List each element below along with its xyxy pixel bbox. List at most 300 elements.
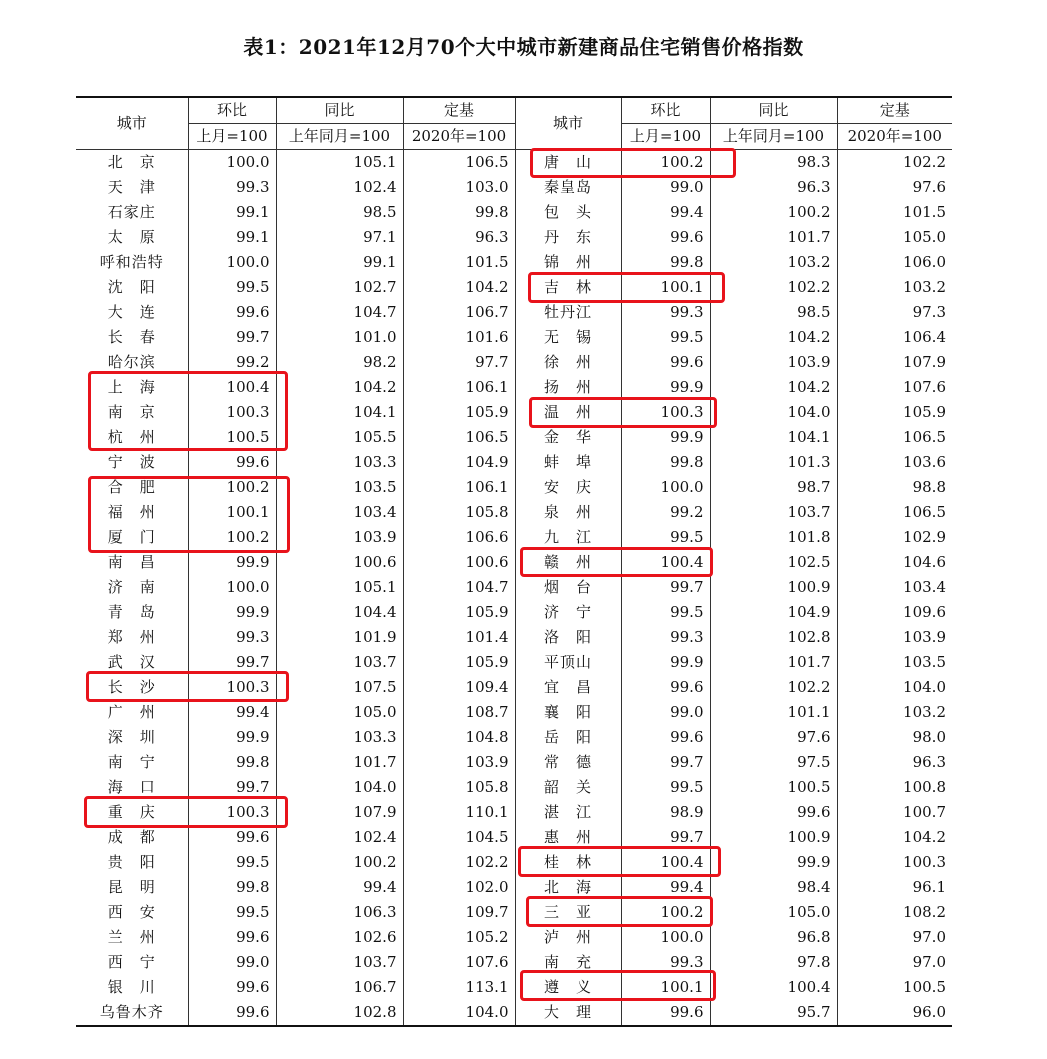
left-mom-cell: 99.6 (188, 1000, 276, 1026)
table-row (76, 450, 952, 475)
left-yoy-cell: 101.9 (276, 625, 403, 650)
left-base-cell: 104.0 (403, 1000, 515, 1026)
left-mom-cell: 99.9 (188, 725, 276, 750)
left-mom-cell: 100.1 (188, 500, 276, 525)
table-row (76, 650, 952, 675)
right-city-cell: 济 宁 (515, 600, 621, 625)
right-city-cell: 秦皇岛 (515, 175, 621, 200)
left-city-cell: 哈尔滨 (107, 353, 156, 371)
left-city-cell: 合 肥 (107, 478, 156, 496)
right-yoy-cell: 97.8 (710, 950, 837, 975)
right-base-cell: 100.5 (837, 975, 952, 1000)
right-base-cell: 96.1 (837, 875, 952, 900)
right-base-cell: 103.5 (837, 650, 952, 675)
right-yoy-cell: 103.9 (710, 350, 837, 375)
table-row (76, 175, 952, 200)
left-city-cell: 沈 阳 (107, 278, 156, 296)
left-city-cell: 大 连 (107, 303, 156, 321)
right-yoy-cell: 101.1 (710, 700, 837, 725)
left-mom-cell: 99.5 (188, 900, 276, 925)
left-base-cell: 108.7 (403, 700, 515, 725)
left-mom-cell: 100.4 (188, 375, 276, 400)
left-mom-cell: 99.9 (188, 600, 276, 625)
right-yoy-cell: 102.2 (710, 675, 837, 700)
right-city-cell: 韶 关 (515, 775, 621, 800)
left-mom-cell: 99.7 (188, 325, 276, 350)
right-yoy-cell: 102.5 (710, 550, 837, 575)
table-row (76, 675, 952, 700)
right-base-cell: 97.6 (837, 175, 952, 200)
right-city-cell: 泉 州 (515, 500, 621, 525)
right-mom-cell: 100.1 (621, 275, 710, 300)
left-city-cell: 兰 州 (107, 928, 156, 946)
right-base-cell: 103.2 (837, 275, 952, 300)
table-row (76, 200, 952, 225)
left-yoy-cell: 102.7 (276, 275, 403, 300)
left-city-cell: 长 沙 (107, 678, 156, 696)
right-yoy-cell: 100.4 (710, 975, 837, 1000)
right-base-cell: 102.9 (837, 525, 952, 550)
left-base-cell: 99.8 (403, 200, 515, 225)
right-mom-cell: 99.3 (621, 625, 710, 650)
left-city-cell: 南 宁 (107, 753, 156, 771)
left-city-cell: 昆 明 (107, 878, 156, 896)
right-city-cell: 无 锡 (515, 325, 621, 350)
right-mom-cell: 99.8 (621, 250, 710, 275)
right-city-cell: 湛 江 (515, 800, 621, 825)
right-mom-cell: 99.4 (621, 200, 710, 225)
header-city-right: 城市 (515, 97, 621, 150)
right-base-cell: 106.5 (837, 425, 952, 450)
left-yoy-cell: 107.5 (276, 675, 403, 700)
right-mom-cell: 100.0 (621, 475, 710, 500)
right-mom-cell: 100.1 (621, 975, 710, 1000)
left-mom-cell: 99.6 (188, 825, 276, 850)
left-mom-cell: 99.6 (188, 975, 276, 1000)
left-base-cell: 104.5 (403, 825, 515, 850)
left-base-cell: 113.1 (403, 975, 515, 1000)
right-yoy-cell: 98.5 (710, 300, 837, 325)
right-city-cell: 大 理 (515, 1000, 621, 1026)
left-yoy-cell: 100.6 (276, 550, 403, 575)
table-row (76, 275, 952, 300)
right-city-cell: 丹 东 (515, 225, 621, 250)
right-city-cell: 吉 林 (515, 275, 621, 300)
right-yoy-cell: 96.3 (710, 175, 837, 200)
left-yoy-cell: 100.2 (276, 850, 403, 875)
header-mom-right: 环比 (621, 97, 710, 124)
right-mom-cell: 99.7 (621, 750, 710, 775)
price-index-table (76, 96, 952, 1027)
right-mom-cell: 99.0 (621, 175, 710, 200)
table-row (76, 900, 952, 925)
right-city-cell: 常 德 (515, 750, 621, 775)
right-yoy-cell: 104.2 (710, 325, 837, 350)
right-base-cell: 98.8 (837, 475, 952, 500)
table-row (76, 550, 952, 575)
right-mom-cell: 99.2 (621, 500, 710, 525)
left-base-cell: 106.5 (403, 425, 515, 450)
right-city-cell: 唐 山 (515, 150, 621, 176)
left-yoy-cell: 106.3 (276, 900, 403, 925)
left-city-cell: 郑 州 (107, 628, 156, 646)
right-mom-cell: 99.4 (621, 875, 710, 900)
left-yoy-cell: 99.4 (276, 875, 403, 900)
header-base-left: 定基 (403, 97, 515, 124)
right-yoy-cell: 98.3 (710, 150, 837, 176)
left-city-cell: 广 州 (107, 703, 156, 721)
right-yoy-cell: 104.2 (710, 375, 837, 400)
left-base-cell: 110.1 (403, 800, 515, 825)
left-yoy-cell: 105.0 (276, 700, 403, 725)
left-yoy-cell: 103.9 (276, 525, 403, 550)
left-yoy-cell: 98.2 (276, 350, 403, 375)
right-yoy-cell: 103.2 (710, 250, 837, 275)
right-city-cell: 南 充 (515, 950, 621, 975)
header-base-sub-left: 2020年=100 (403, 124, 515, 150)
left-yoy-cell: 103.4 (276, 500, 403, 525)
left-yoy-cell: 105.1 (276, 575, 403, 600)
left-base-cell: 101.5 (403, 250, 515, 275)
left-mom-cell: 99.6 (188, 450, 276, 475)
left-yoy-cell: 102.6 (276, 925, 403, 950)
right-yoy-cell: 101.7 (710, 650, 837, 675)
right-city-cell: 遵 义 (515, 975, 621, 1000)
left-city-cell: 厦 门 (107, 528, 156, 546)
right-mom-cell: 99.5 (621, 775, 710, 800)
right-base-cell: 98.0 (837, 725, 952, 750)
right-base-cell: 97.0 (837, 925, 952, 950)
right-mom-cell: 99.8 (621, 450, 710, 475)
table-row (76, 825, 952, 850)
right-base-cell: 105.9 (837, 400, 952, 425)
left-city-cell: 深 圳 (107, 728, 156, 746)
left-base-cell: 105.8 (403, 775, 515, 800)
right-yoy-cell: 105.0 (710, 900, 837, 925)
right-base-cell: 104.6 (837, 550, 952, 575)
header-yoy-right: 同比 (710, 97, 837, 124)
left-base-cell: 102.2 (403, 850, 515, 875)
left-yoy-cell: 99.1 (276, 250, 403, 275)
right-base-cell: 96.3 (837, 750, 952, 775)
table-row (76, 300, 952, 325)
right-yoy-cell: 97.5 (710, 750, 837, 775)
table-row (76, 800, 952, 825)
header-yoy-left: 同比 (276, 97, 403, 124)
table-row (76, 475, 952, 500)
table-title: 表1：2021年12月70个大中城市新建商品住宅销售价格指数 (243, 35, 804, 59)
right-city-cell: 锦 州 (515, 250, 621, 275)
left-base-cell: 105.2 (403, 925, 515, 950)
left-mom-cell: 100.2 (188, 475, 276, 500)
right-city-cell: 洛 阳 (515, 625, 621, 650)
right-mom-cell: 100.4 (621, 850, 710, 875)
left-base-cell: 106.1 (403, 475, 515, 500)
right-city-cell: 扬 州 (515, 375, 621, 400)
right-yoy-cell: 100.2 (710, 200, 837, 225)
left-mom-cell: 99.6 (188, 300, 276, 325)
left-base-cell: 106.5 (403, 150, 515, 176)
right-city-cell: 九 江 (515, 525, 621, 550)
right-mom-cell: 99.6 (621, 350, 710, 375)
left-mom-cell: 99.7 (188, 650, 276, 675)
right-base-cell: 104.0 (837, 675, 952, 700)
left-mom-cell: 99.8 (188, 750, 276, 775)
right-base-cell: 108.2 (837, 900, 952, 925)
right-city-cell: 惠 州 (515, 825, 621, 850)
right-yoy-cell: 97.6 (710, 725, 837, 750)
right-base-cell: 107.6 (837, 375, 952, 400)
right-base-cell: 104.2 (837, 825, 952, 850)
left-city-cell: 宁 波 (107, 453, 156, 471)
left-city-cell: 贵 阳 (107, 853, 156, 871)
left-city-cell: 福 州 (107, 503, 156, 521)
right-base-cell: 102.2 (837, 150, 952, 176)
table-row (76, 350, 952, 375)
right-mom-cell: 99.7 (621, 825, 710, 850)
right-base-cell: 100.8 (837, 775, 952, 800)
right-base-cell: 105.0 (837, 225, 952, 250)
right-yoy-cell: 101.7 (710, 225, 837, 250)
left-mom-cell: 100.0 (188, 575, 276, 600)
left-city-cell: 呼和浩特 (99, 253, 164, 271)
right-mom-cell: 99.3 (621, 950, 710, 975)
left-mom-cell: 99.3 (188, 175, 276, 200)
right-base-cell: 106.4 (837, 325, 952, 350)
right-city-cell: 襄 阳 (515, 700, 621, 725)
right-yoy-cell: 104.0 (710, 400, 837, 425)
left-base-cell: 104.7 (403, 575, 515, 600)
right-mom-cell: 99.9 (621, 375, 710, 400)
left-yoy-cell: 103.5 (276, 475, 403, 500)
left-base-cell: 105.8 (403, 500, 515, 525)
right-mom-cell: 99.5 (621, 325, 710, 350)
right-city-cell: 三 亚 (515, 900, 621, 925)
right-city-cell: 金 华 (515, 425, 621, 450)
right-yoy-cell: 104.1 (710, 425, 837, 450)
left-yoy-cell: 101.7 (276, 750, 403, 775)
table-row (76, 375, 952, 400)
right-yoy-cell: 101.3 (710, 450, 837, 475)
left-city-cell: 重 庆 (107, 803, 156, 821)
right-base-cell: 106.5 (837, 500, 952, 525)
table-row (76, 400, 952, 425)
right-base-cell: 97.0 (837, 950, 952, 975)
table-row (76, 950, 952, 975)
left-city-cell: 银 川 (107, 978, 156, 996)
right-base-cell: 100.7 (837, 800, 952, 825)
left-base-cell: 104.2 (403, 275, 515, 300)
right-yoy-cell: 100.9 (710, 825, 837, 850)
left-city-cell: 石家庄 (107, 203, 156, 221)
left-yoy-cell: 104.2 (276, 375, 403, 400)
right-yoy-cell: 100.9 (710, 575, 837, 600)
right-base-cell: 103.6 (837, 450, 952, 475)
right-base-cell: 107.9 (837, 350, 952, 375)
left-city-cell: 海 口 (107, 778, 156, 796)
table-row (76, 925, 952, 950)
header-city-left: 城市 (76, 97, 188, 150)
left-yoy-cell: 103.3 (276, 450, 403, 475)
right-yoy-cell: 99.9 (710, 850, 837, 875)
left-yoy-cell: 103.3 (276, 725, 403, 750)
right-base-cell: 103.9 (837, 625, 952, 650)
right-base-cell: 106.0 (837, 250, 952, 275)
right-city-cell: 安 庆 (515, 475, 621, 500)
right-city-cell: 桂 林 (515, 850, 621, 875)
left-base-cell: 101.6 (403, 325, 515, 350)
table-row (76, 1000, 952, 1026)
left-base-cell: 102.0 (403, 875, 515, 900)
left-mom-cell: 99.9 (188, 550, 276, 575)
right-mom-cell: 100.4 (621, 550, 710, 575)
right-yoy-cell: 101.8 (710, 525, 837, 550)
left-base-cell: 105.9 (403, 600, 515, 625)
right-mom-cell: 99.0 (621, 700, 710, 725)
table-row (76, 700, 952, 725)
left-yoy-cell: 101.0 (276, 325, 403, 350)
table-row (76, 600, 952, 625)
left-mom-cell: 100.2 (188, 525, 276, 550)
header-mom-sub-left: 上月=100 (188, 124, 276, 150)
left-mom-cell: 100.3 (188, 400, 276, 425)
left-base-cell: 105.9 (403, 400, 515, 425)
table-body (76, 150, 952, 1027)
left-base-cell: 103.9 (403, 750, 515, 775)
right-mom-cell: 99.6 (621, 1000, 710, 1026)
right-base-cell: 101.5 (837, 200, 952, 225)
right-yoy-cell: 102.2 (710, 275, 837, 300)
left-mom-cell: 99.8 (188, 875, 276, 900)
left-yoy-cell: 98.5 (276, 200, 403, 225)
left-mom-cell: 100.0 (188, 250, 276, 275)
right-mom-cell: 100.2 (621, 150, 710, 176)
right-mom-cell: 99.7 (621, 575, 710, 600)
left-base-cell: 106.1 (403, 375, 515, 400)
left-yoy-cell: 107.9 (276, 800, 403, 825)
left-base-cell: 106.7 (403, 300, 515, 325)
right-yoy-cell: 103.7 (710, 500, 837, 525)
left-base-cell: 104.8 (403, 725, 515, 750)
left-yoy-cell: 106.7 (276, 975, 403, 1000)
header-base-sub-right: 2020年=100 (837, 124, 952, 150)
left-city-cell: 青 岛 (107, 603, 156, 621)
left-mom-cell: 100.3 (188, 800, 276, 825)
right-yoy-cell: 104.9 (710, 600, 837, 625)
left-mom-cell: 100.5 (188, 425, 276, 450)
left-mom-cell: 99.3 (188, 625, 276, 650)
header-mom-left: 环比 (188, 97, 276, 124)
right-mom-cell: 100.2 (621, 900, 710, 925)
right-mom-cell: 99.6 (621, 675, 710, 700)
left-mom-cell: 99.6 (188, 925, 276, 950)
right-city-cell: 温 州 (515, 400, 621, 425)
right-city-cell: 平顶山 (515, 650, 621, 675)
left-city-cell: 南 昌 (107, 553, 156, 571)
left-yoy-cell: 105.1 (276, 150, 403, 176)
table-row (76, 500, 952, 525)
left-yoy-cell: 104.1 (276, 400, 403, 425)
left-mom-cell: 100.3 (188, 675, 276, 700)
right-city-cell: 包 头 (515, 200, 621, 225)
right-mom-cell: 99.6 (621, 725, 710, 750)
table-row (76, 425, 952, 450)
left-base-cell: 107.6 (403, 950, 515, 975)
right-city-cell: 北 海 (515, 875, 621, 900)
right-yoy-cell: 95.7 (710, 1000, 837, 1026)
left-yoy-cell: 102.4 (276, 825, 403, 850)
table-row (76, 250, 952, 275)
left-mom-cell: 99.1 (188, 225, 276, 250)
right-base-cell: 103.2 (837, 700, 952, 725)
left-base-cell: 104.9 (403, 450, 515, 475)
right-city-cell: 蚌 埠 (515, 450, 621, 475)
left-city-cell: 乌鲁木齐 (76, 1000, 188, 1026)
left-base-cell: 97.7 (403, 350, 515, 375)
table-row (76, 525, 952, 550)
right-city-cell: 岳 阳 (515, 725, 621, 750)
left-yoy-cell: 97.1 (276, 225, 403, 250)
table-row (76, 975, 952, 1000)
header-yoy-sub-right: 上年同月=100 (710, 124, 837, 150)
left-base-cell: 109.7 (403, 900, 515, 925)
left-city-cell: 西 宁 (107, 953, 156, 971)
right-base-cell: 103.4 (837, 575, 952, 600)
left-mom-cell: 99.5 (188, 275, 276, 300)
right-base-cell: 109.6 (837, 600, 952, 625)
table-row (76, 750, 952, 775)
right-yoy-cell: 99.6 (710, 800, 837, 825)
left-city-cell: 南 京 (107, 403, 156, 421)
left-mom-cell: 99.0 (188, 950, 276, 975)
right-mom-cell: 100.3 (621, 400, 710, 425)
right-mom-cell: 99.9 (621, 650, 710, 675)
right-mom-cell: 99.9 (621, 425, 710, 450)
table-row (76, 875, 952, 900)
left-city-cell: 杭 州 (107, 428, 156, 446)
left-base-cell: 105.9 (403, 650, 515, 675)
left-mom-cell: 99.5 (188, 850, 276, 875)
left-city-cell: 北 京 (107, 153, 156, 171)
left-mom-cell: 99.2 (188, 350, 276, 375)
right-city-cell: 泸 州 (515, 925, 621, 950)
table-row (76, 150, 952, 176)
right-mom-cell: 99.5 (621, 600, 710, 625)
left-city-cell: 上 海 (107, 378, 156, 396)
left-yoy-cell: 104.7 (276, 300, 403, 325)
left-city-cell: 济 南 (107, 578, 156, 596)
right-yoy-cell: 100.5 (710, 775, 837, 800)
left-yoy-cell: 104.4 (276, 600, 403, 625)
left-base-cell: 101.4 (403, 625, 515, 650)
left-city-cell: 长 春 (107, 328, 156, 346)
right-yoy-cell: 102.8 (710, 625, 837, 650)
header-mom-sub-right: 上月=100 (621, 124, 710, 150)
right-city-cell: 宜 昌 (515, 675, 621, 700)
left-city-cell: 太 原 (107, 228, 156, 246)
left-base-cell: 106.6 (403, 525, 515, 550)
table-row (76, 325, 952, 350)
right-base-cell: 96.0 (837, 1000, 952, 1026)
right-base-cell: 100.3 (837, 850, 952, 875)
left-base-cell: 103.0 (403, 175, 515, 200)
left-city-cell: 西 安 (107, 903, 156, 921)
table-row (76, 850, 952, 875)
left-yoy-cell: 104.0 (276, 775, 403, 800)
right-city-cell: 徐 州 (515, 350, 621, 375)
left-yoy-cell: 103.7 (276, 650, 403, 675)
left-yoy-cell: 102.8 (276, 1000, 403, 1026)
